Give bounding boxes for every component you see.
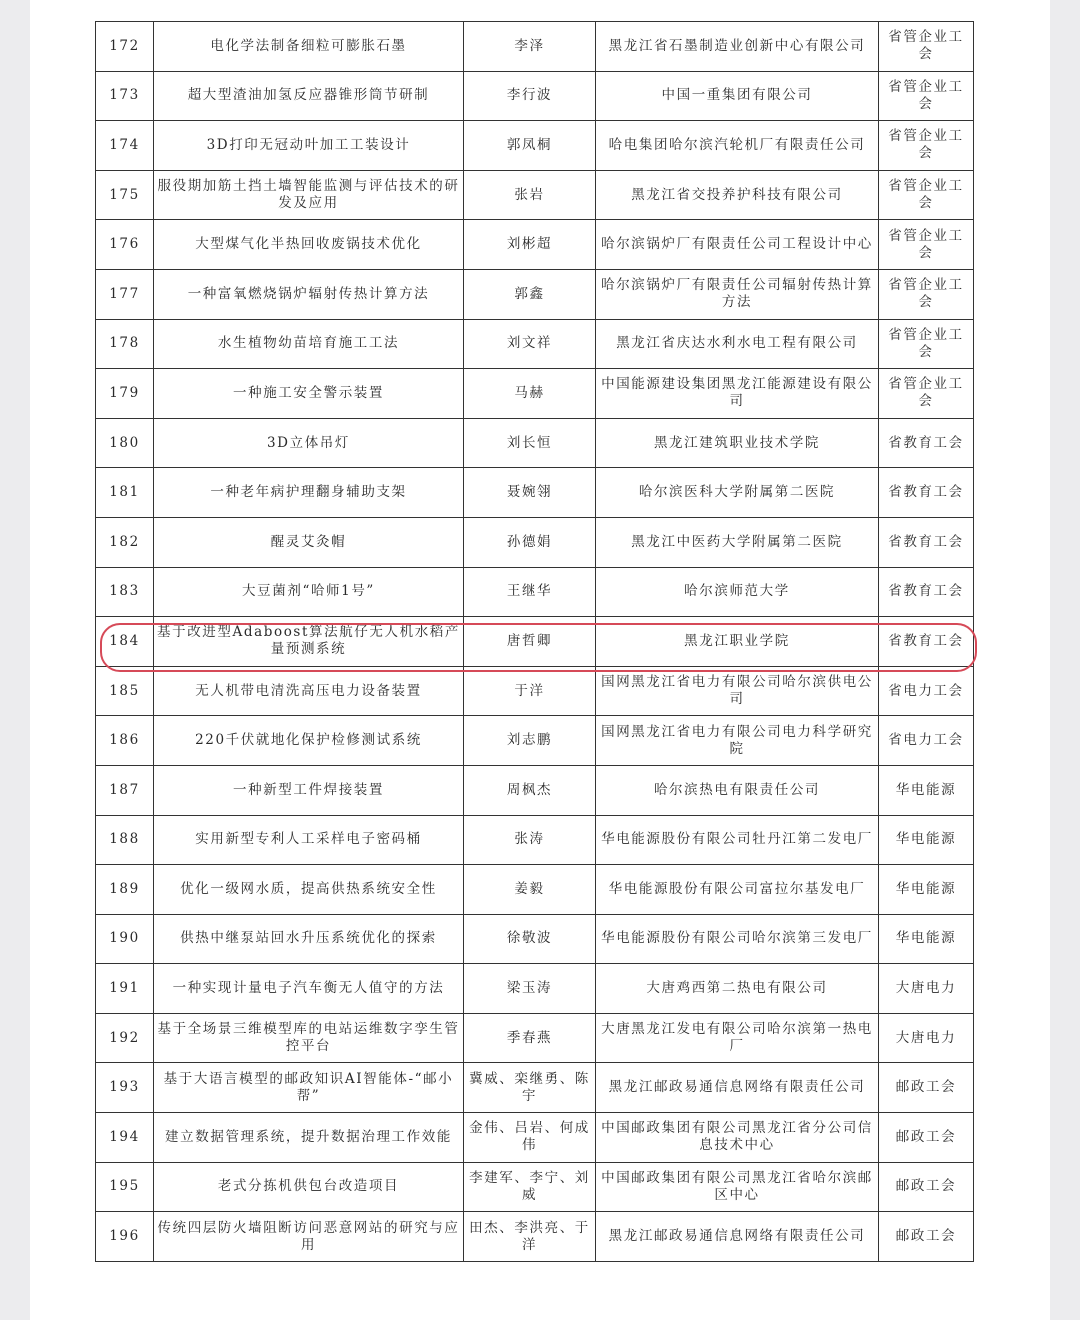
cell-project-name: 电化学法制备细粒可膨胀石墨: [154, 22, 464, 72]
cell-number: 178: [96, 319, 154, 369]
cell-person: 张岩: [464, 170, 596, 220]
cell-union: 省教育工会: [879, 617, 974, 667]
cell-person: 刘文祥: [464, 319, 596, 369]
cell-number: 184: [96, 617, 154, 667]
cell-project-name: 传统四层防火墙阻断访问恶意网站的研究与应用: [154, 1212, 464, 1262]
cell-project-name: 基于大语言模型的邮政知识AI智能体-“邮小帮”: [154, 1063, 464, 1113]
cell-person: 郭鑫: [464, 269, 596, 319]
cell-organization: 黑龙江中医药大学附属第二医院: [596, 517, 879, 567]
cell-person: 金伟、吕岩、何成伟: [464, 1113, 596, 1163]
table-row: [96, 815, 974, 865]
cell-union: 邮政工会: [879, 1212, 974, 1262]
cell-person: 王继华: [464, 567, 596, 617]
cell-number: 187: [96, 765, 154, 815]
table-row: [96, 1063, 974, 1113]
cell-number: 176: [96, 220, 154, 270]
table-row: [96, 468, 974, 518]
cell-union: 省管企业工会: [879, 121, 974, 171]
table-row: [96, 369, 974, 419]
cell-number: 182: [96, 517, 154, 567]
table-row: [96, 716, 974, 766]
cell-project-name: 供热中继泵站回水升压系统优化的探索: [154, 914, 464, 964]
cell-organization: 黑龙江省庆达水利水电工程有限公司: [596, 319, 879, 369]
cell-project-name: 一种实现计量电子汽车衡无人值守的方法: [154, 964, 464, 1014]
cell-union: 省教育工会: [879, 517, 974, 567]
cell-project-name: 3D立体吊灯: [154, 418, 464, 468]
cell-union: 省管企业工会: [879, 220, 974, 270]
cell-person: 聂婉翎: [464, 468, 596, 518]
cell-person: 刘彬超: [464, 220, 596, 270]
table-row: [96, 71, 974, 121]
cell-union: 华电能源: [879, 815, 974, 865]
cell-project-name: 超大型渣油加氢反应器锥形筒节研制: [154, 71, 464, 121]
cell-organization: 国网黑龙江省电力有限公司电力科学研究院: [596, 716, 879, 766]
cell-organization: 哈尔滨锅炉厂有限责任公司辐射传热计算方法: [596, 269, 879, 319]
cell-organization: 国网黑龙江省电力有限公司哈尔滨供电公司: [596, 666, 879, 716]
cell-union: 省教育工会: [879, 418, 974, 468]
cell-project-name: 建立数据管理系统，提升数据治理工作效能: [154, 1113, 464, 1163]
cell-union: 邮政工会: [879, 1162, 974, 1212]
cell-organization: 哈尔滨医科大学附属第二医院: [596, 468, 879, 518]
cell-union: 华电能源: [879, 865, 974, 915]
table-row: [96, 666, 974, 716]
cell-organization: 华电能源股份有限公司富拉尔基发电厂: [596, 865, 879, 915]
cell-number: 175: [96, 170, 154, 220]
cell-number: 183: [96, 567, 154, 617]
cell-organization: 哈电集团哈尔滨汽轮机厂有限责任公司: [596, 121, 879, 171]
cell-organization: 中国能源建设集团黑龙江能源建设有限公司: [596, 369, 879, 419]
award-table: [95, 21, 974, 1262]
cell-union: 省管企业工会: [879, 170, 974, 220]
cell-project-name: 基于改进型Adaboost算法航仔无人机水稻产量预测系统: [154, 617, 464, 667]
cell-person: 郭凤桐: [464, 121, 596, 171]
cell-organization: 大唐鸡西第二热电有限公司: [596, 964, 879, 1014]
table-row: [96, 170, 974, 220]
cell-project-name: 基于全场景三维模型库的电站运维数字孪生管控平台: [154, 1013, 464, 1063]
table-row: [96, 22, 974, 72]
cell-union: 省电力工会: [879, 716, 974, 766]
cell-number: 177: [96, 269, 154, 319]
cell-number: 195: [96, 1162, 154, 1212]
cell-person: 张涛: [464, 815, 596, 865]
cell-number: 193: [96, 1063, 154, 1113]
cell-person: 于洋: [464, 666, 596, 716]
cell-organization: 黑龙江省交投养护科技有限公司: [596, 170, 879, 220]
table-row: [96, 220, 974, 270]
cell-person: 李建军、李宁、刘威: [464, 1162, 596, 1212]
cell-organization: 华电能源股份有限公司牡丹江第二发电厂: [596, 815, 879, 865]
table-row: [96, 914, 974, 964]
cell-project-name: 3D打印无冠动叶加工工装设计: [154, 121, 464, 171]
cell-union: 大唐电力: [879, 1013, 974, 1063]
cell-person: 李行波: [464, 71, 596, 121]
cell-organization: 黑龙江邮政易通信息网络有限责任公司: [596, 1063, 879, 1113]
cell-organization: 哈尔滨锅炉厂有限责任公司工程设计中心: [596, 220, 879, 270]
cell-number: 185: [96, 666, 154, 716]
cell-person: 孙德娟: [464, 517, 596, 567]
cell-union: 邮政工会: [879, 1063, 974, 1113]
cell-person: 李泽: [464, 22, 596, 72]
cell-number: 173: [96, 71, 154, 121]
cell-number: 186: [96, 716, 154, 766]
cell-organization: 黑龙江职业学院: [596, 617, 879, 667]
cell-person: 季春燕: [464, 1013, 596, 1063]
cell-person: 刘志鹏: [464, 716, 596, 766]
cell-project-name: 一种施工安全警示装置: [154, 369, 464, 419]
cell-number: 191: [96, 964, 154, 1014]
cell-union: 华电能源: [879, 765, 974, 815]
cell-number: 181: [96, 468, 154, 518]
cell-union: 省管企业工会: [879, 319, 974, 369]
cell-number: 172: [96, 22, 154, 72]
cell-project-name: 水生植物幼苗培育施工工法: [154, 319, 464, 369]
cell-number: 188: [96, 815, 154, 865]
cell-union: 省教育工会: [879, 468, 974, 518]
cell-project-name: 一种富氧燃烧锅炉辐射传热计算方法: [154, 269, 464, 319]
cell-person: 唐哲卿: [464, 617, 596, 667]
cell-project-name: 无人机带电清洗高压电力设备装置: [154, 666, 464, 716]
cell-number: 192: [96, 1013, 154, 1063]
table-row: [96, 1013, 974, 1063]
table-row: [96, 121, 974, 171]
cell-union: 省管企业工会: [879, 369, 974, 419]
table-row: [96, 765, 974, 815]
cell-organization: 中国一重集团有限公司: [596, 71, 879, 121]
cell-project-name: 一种老年病护理翻身辅助支架: [154, 468, 464, 518]
cell-project-name: 优化一级网水质，提高供热系统安全性: [154, 865, 464, 915]
cell-project-name: 220千伏就地化保护检修测试系统: [154, 716, 464, 766]
cell-organization: 哈尔滨师范大学: [596, 567, 879, 617]
cell-union: 省管企业工会: [879, 71, 974, 121]
cell-organization: 中国邮政集团有限公司黑龙江省分公司信息技术中心: [596, 1113, 879, 1163]
cell-organization: 中国邮政集团有限公司黑龙江省哈尔滨邮区中心: [596, 1162, 879, 1212]
table-row: [96, 269, 974, 319]
cell-person: 姜毅: [464, 865, 596, 915]
cell-union: 省电力工会: [879, 666, 974, 716]
cell-union: 大唐电力: [879, 964, 974, 1014]
table-row: [96, 418, 974, 468]
table-row: [96, 617, 974, 667]
cell-person: 刘长恒: [464, 418, 596, 468]
cell-union: 省管企业工会: [879, 22, 974, 72]
cell-project-name: 老式分拣机供包台改造项目: [154, 1162, 464, 1212]
cell-number: 194: [96, 1113, 154, 1163]
table-row: [96, 1113, 974, 1163]
cell-person: 梁玉涛: [464, 964, 596, 1014]
cell-organization: 华电能源股份有限公司哈尔滨第三发电厂: [596, 914, 879, 964]
cell-organization: 黑龙江邮政易通信息网络有限责任公司: [596, 1212, 879, 1262]
table-row: [96, 1162, 974, 1212]
table-row: [96, 1212, 974, 1262]
cell-number: 190: [96, 914, 154, 964]
table-row: [96, 865, 974, 915]
cell-number: 179: [96, 369, 154, 419]
table-row: [96, 319, 974, 369]
cell-number: 189: [96, 865, 154, 915]
award-table-body: [96, 22, 974, 1262]
cell-union: 省教育工会: [879, 567, 974, 617]
cell-person: 马赫: [464, 369, 596, 419]
cell-project-name: 醒灵艾灸帽: [154, 517, 464, 567]
table-row: [96, 964, 974, 1014]
cell-project-name: 大型煤气化半热回收废锅技术优化: [154, 220, 464, 270]
cell-person: 冀威、栾继勇、陈宇: [464, 1063, 596, 1113]
cell-project-name: 实用新型专利人工采样电子密码桶: [154, 815, 464, 865]
cell-person: 周枫杰: [464, 765, 596, 815]
cell-project-name: 一种新型工件焊接装置: [154, 765, 464, 815]
cell-number: 196: [96, 1212, 154, 1262]
cell-union: 邮政工会: [879, 1113, 974, 1163]
cell-project-name: 服役期加筋土挡土墙智能监测与评估技术的研发及应用: [154, 170, 464, 220]
cell-union: 省管企业工会: [879, 269, 974, 319]
cell-organization: 大唐黑龙江发电有限公司哈尔滨第一热电厂: [596, 1013, 879, 1063]
cell-number: 174: [96, 121, 154, 171]
cell-number: 180: [96, 418, 154, 468]
cell-organization: 哈尔滨热电有限责任公司: [596, 765, 879, 815]
cell-union: 华电能源: [879, 914, 974, 964]
cell-person: 田杰、李洪亮、于洋: [464, 1212, 596, 1262]
cell-organization: 黑龙江建筑职业技术学院: [596, 418, 879, 468]
table-row: [96, 517, 974, 567]
cell-person: 徐敬波: [464, 914, 596, 964]
cell-project-name: 大豆菌剂“哈师1号”: [154, 567, 464, 617]
table-row: [96, 567, 974, 617]
cell-organization: 黑龙江省石墨制造业创新中心有限公司: [596, 22, 879, 72]
